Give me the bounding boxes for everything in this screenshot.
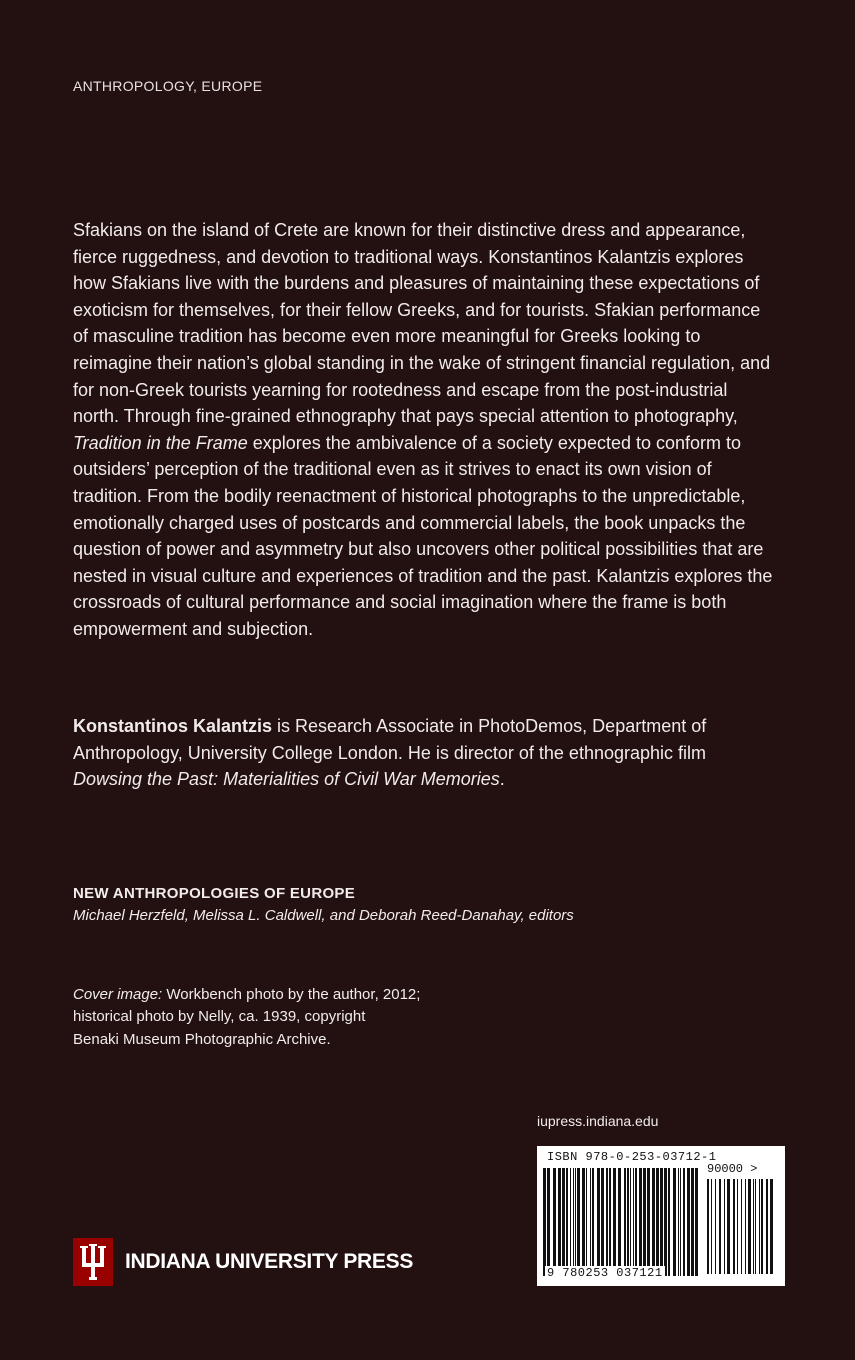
barcode-bar [609, 1168, 611, 1276]
barcode-bar [715, 1179, 716, 1274]
barcode-bar [543, 1168, 546, 1276]
barcode-bar [733, 1179, 735, 1274]
barcode-bar [755, 1179, 756, 1274]
isbn-text: ISBN 978-0-253-03712-1 [547, 1150, 717, 1164]
barcode-bar [683, 1168, 685, 1276]
barcode-bars [541, 1168, 701, 1276]
barcode-bar [553, 1168, 556, 1276]
book-title: Tradition in the Frame [73, 432, 248, 453]
barcode-bar [678, 1168, 679, 1276]
barcode-bar [592, 1168, 594, 1276]
barcode-bar [597, 1168, 600, 1276]
cover-credit [73, 984, 573, 1051]
publisher-url: iupress.indiana.edu [537, 1113, 659, 1129]
barcode-bar [582, 1168, 585, 1276]
barcode-bar [613, 1168, 616, 1276]
barcode-bar [627, 1168, 629, 1276]
barcode-bar [691, 1168, 694, 1276]
publisher-name: INDIANA UNIVERSITY PRESS [125, 1250, 414, 1273]
barcode-bar [630, 1168, 631, 1276]
barcode-bar [687, 1168, 690, 1276]
description-part2: explores the ambivalence of a society expected to conform to outsiders’ perception of the traditional even as it strives to enact its own vision of tradition. From the bodily reenactment of historical photographs to the unpredictable, emotionally charged uses of postcards and commercial labels, the book unpacks the question of power and asymmetry but also uncovers other political possibilities that are nested in visual culture and experiences of tradition and the past. Kalantzis explores the crossroads of cultural performance and social imagination where the frame is both empowerment and subjection. [73, 432, 773, 639]
barcode-bar [558, 1168, 561, 1276]
barcode-bar [664, 1168, 667, 1276]
barcode-bar [652, 1168, 655, 1276]
author-bio [73, 713, 773, 793]
barcode-bar [624, 1168, 626, 1276]
barcode-bar [575, 1168, 576, 1276]
barcode-bar [770, 1179, 773, 1274]
barcode-bar [707, 1179, 709, 1274]
barcode-bar [711, 1179, 712, 1274]
barcode-bar [590, 1168, 591, 1276]
description-part1: Sfakians on the island of Crete are known for their distinctive dress and appearance, fierce ruggedness, and devotion to traditional ways. Konstantinos Kalantzis explores how Sfakians live with the burdens and pleasures of maintaining these expectations of exoticism for themselves, for their fellow Greeks, and for tourists. Sfakian performance of masculine tradition has become even more meaningful for Greeks looking to reimagine their nation’s global standing in the wake of stringent financial regulation, and for non-Greek tourists yearning for rootedness and escape from the post-industrial north. Through fine-grained ethnography that pays special attention to photography, [73, 220, 771, 427]
series-block [73, 883, 773, 927]
book-description [73, 217, 773, 643]
barcode-bar [566, 1168, 568, 1276]
category-label: ANTHROPOLOGY, EUROPE [73, 78, 263, 94]
barcode-addon-bars [705, 1179, 779, 1274]
credit-label: Cover image: [73, 986, 163, 1003]
barcode-bar [766, 1179, 768, 1274]
barcode-bar [759, 1179, 760, 1274]
barcode-bar [737, 1179, 738, 1274]
barcode-bar [643, 1168, 646, 1276]
barcode-bar [635, 1168, 637, 1276]
bio-end: . [499, 769, 505, 790]
barcode-bar [748, 1179, 751, 1274]
barcode-bar [656, 1168, 659, 1276]
credit-line3: Benaki Museum Photographic Archive. [73, 1030, 331, 1048]
barcode-bar [741, 1179, 742, 1274]
iu-trident-icon [73, 1238, 113, 1286]
isbn-barcode [537, 1146, 785, 1286]
barcode-bar [601, 1168, 604, 1276]
barcode-bar [562, 1168, 565, 1276]
film-title: Dowsing the Past: Materialities of Civil War Memories [73, 769, 500, 790]
barcode-bar [639, 1168, 642, 1276]
credit-line2: historical photo by Nelly, ca. 1939, copyright [73, 1008, 366, 1026]
barcode-bar [673, 1168, 676, 1276]
barcode-bar [719, 1179, 721, 1274]
author-name: Konstantinos Kalantzis [73, 716, 273, 736]
bio-text: is Research Associate in PhotoDemos, Department of Anthropology, University College London. He is director of the ethnographic film [73, 716, 707, 763]
barcode-digits: 9 780253 037121 [547, 1266, 663, 1280]
barcode-bar [586, 1168, 587, 1276]
barcode-bar [695, 1168, 698, 1276]
barcode-bar [668, 1168, 670, 1276]
barcode-bar [573, 1168, 574, 1276]
barcode-bar [727, 1179, 730, 1274]
price-code: 90000 > [707, 1162, 758, 1176]
barcode-bar [680, 1168, 681, 1276]
barcode-bar [633, 1168, 634, 1276]
barcode-bar [724, 1179, 725, 1274]
barcode-bar [547, 1168, 550, 1276]
series-editors: Michael Herzfeld, Melissa L. Caldwell, and Deborah Reed-Danahay, editors [73, 907, 574, 924]
barcode-bar [647, 1168, 650, 1276]
barcode-bar [745, 1179, 746, 1274]
barcode-bar [606, 1168, 608, 1276]
barcode-bar [577, 1168, 580, 1276]
series-title: NEW ANTHROPOLOGIES OF EUROPE [73, 885, 356, 902]
barcode-bar [753, 1179, 754, 1274]
publisher-logo-block [73, 1238, 413, 1286]
barcode-bar [570, 1168, 571, 1276]
barcode-bar [618, 1168, 621, 1276]
barcode-bar [761, 1179, 763, 1274]
credit-text: Workbench photo by the author, 2012; [162, 986, 421, 1003]
barcode-bar [660, 1168, 663, 1276]
